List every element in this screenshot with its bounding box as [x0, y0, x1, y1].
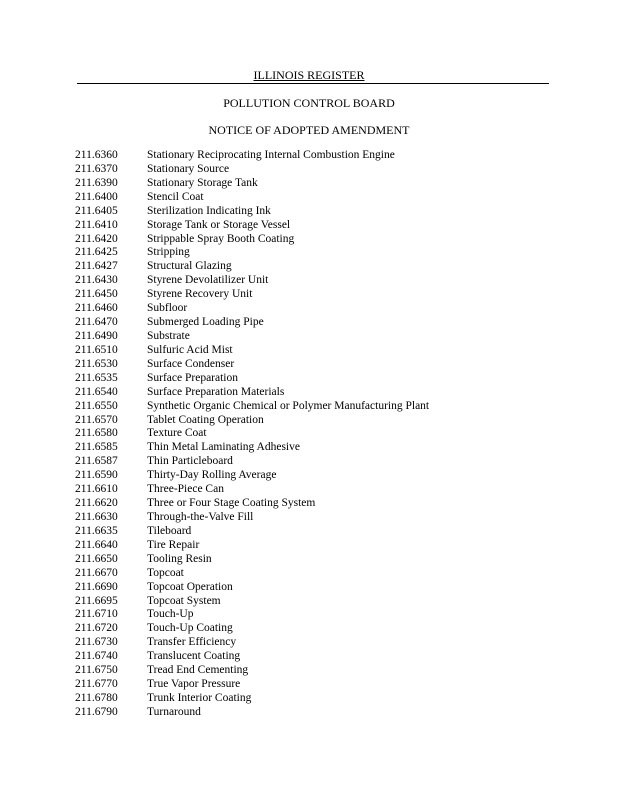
section-row: [75, 191, 575, 205]
section-row: [75, 302, 575, 316]
section-title: Thin Metal Laminating Adhesive: [147, 441, 300, 454]
section-title: Styrene Recovery Unit: [147, 288, 253, 301]
section-title: Stationary Storage Tank: [147, 176, 258, 189]
section-number: 211.6580: [75, 427, 118, 440]
section-title: Thirty-Day Rolling Average: [147, 469, 277, 482]
section-title: Three or Four Stage Coating System: [147, 497, 316, 510]
section-row: [75, 664, 575, 678]
section-title: Tread End Cementing: [147, 664, 249, 677]
section-title: Topcoat: [147, 566, 184, 579]
section-title: Synthetic Organic Chemical or Polymer Manufacturing Plant: [147, 399, 430, 412]
section-title: Tire Repair: [147, 538, 200, 551]
section-title: Surface Preparation: [147, 371, 239, 384]
section-row: [75, 427, 575, 441]
section-row: [75, 706, 575, 720]
section-title: Surface Preparation Materials: [147, 385, 285, 398]
section-title: Tooling Resin: [147, 552, 212, 565]
section-row: [75, 163, 575, 177]
section-title: Translucent Coating: [147, 650, 241, 663]
section-title: Storage Tank or Storage Vessel: [147, 218, 291, 231]
section-row: [75, 260, 575, 274]
section-number: 211.6540: [75, 385, 118, 398]
section-row: [75, 316, 575, 330]
section-title: Strippable Spray Booth Coating: [147, 232, 295, 245]
section-row: [75, 469, 575, 483]
section-number: 211.6620: [75, 497, 118, 510]
section-number: 211.6780: [75, 691, 118, 704]
section-row: [75, 246, 575, 260]
section-number: 211.6585: [75, 441, 118, 454]
section-row: [75, 274, 575, 288]
section-title: Topcoat Operation: [147, 580, 233, 593]
section-row: [75, 581, 575, 595]
section-title: Touch-Up Coating: [147, 622, 233, 635]
section-title: True Vapor Pressure: [147, 678, 241, 691]
section-number: 211.6370: [75, 162, 118, 175]
section-row: [75, 595, 575, 609]
section-number: 211.6695: [75, 594, 118, 607]
section-number: 211.6670: [75, 566, 118, 579]
section-title: Topcoat System: [147, 594, 221, 607]
section-row: [75, 358, 575, 372]
section-number: 211.6427: [75, 260, 118, 273]
section-number: 211.6740: [75, 650, 118, 663]
section-row: [75, 608, 575, 622]
section-row: [75, 511, 575, 525]
section-title: Sterilization Indicating Ink: [147, 204, 271, 217]
section-title: Three-Piece Can: [147, 483, 224, 496]
section-title: Tablet Coating Operation: [147, 413, 264, 426]
section-number: 211.6400: [75, 190, 118, 203]
section-number: 211.6650: [75, 552, 118, 565]
register-title: [0, 68, 618, 82]
board-title: POLLUTION CONTROL BOARD: [223, 96, 395, 110]
section-row: [75, 622, 575, 636]
section-title: Touch-Up: [147, 608, 194, 621]
section-row: [75, 414, 575, 428]
section-title: Through-the-Valve Fill: [147, 510, 254, 523]
section-row: [75, 149, 575, 163]
section-number: 211.6587: [75, 455, 118, 468]
section-number: 211.6610: [75, 483, 118, 496]
section-row: [75, 636, 575, 650]
section-row: [75, 678, 575, 692]
section-row: [75, 233, 575, 247]
section-number: 211.6530: [75, 357, 118, 370]
section-number: 211.6550: [75, 399, 118, 412]
section-title: Turnaround: [147, 705, 201, 718]
section-title: Surface Condenser: [147, 357, 235, 370]
section-number: 211.6730: [75, 636, 118, 649]
section-title: Structural Glazing: [147, 260, 232, 273]
section-row: [75, 288, 575, 302]
section-number: 211.6510: [75, 343, 118, 356]
section-number: 211.6630: [75, 510, 118, 523]
section-row: [75, 455, 575, 469]
section-number: 211.6460: [75, 302, 118, 315]
section-title: Stripping: [147, 246, 190, 259]
section-number: 211.6690: [75, 580, 118, 593]
section-number: 211.6490: [75, 329, 118, 342]
section-row: [75, 330, 575, 344]
section-number: 211.6410: [75, 218, 118, 231]
section-number: 211.6405: [75, 204, 118, 217]
section-title: Stationary Reciprocating Internal Combustion Engine: [147, 149, 395, 161]
section-row: [75, 567, 575, 581]
section-number: 211.6710: [75, 608, 118, 621]
section-row: [75, 692, 575, 706]
section-number: 211.6720: [75, 622, 118, 635]
section-number: 211.6470: [75, 316, 118, 329]
section-row: [75, 497, 575, 511]
section-title: Tileboard: [147, 524, 192, 537]
section-row: [75, 219, 575, 233]
section-number: 211.6790: [75, 705, 118, 718]
section-title: Subfloor: [147, 302, 188, 315]
section-number: 211.6360: [75, 149, 118, 161]
section-title: Styrene Devolatilizer Unit: [147, 274, 269, 287]
section-title: Texture Coat: [147, 427, 207, 440]
section-number: 211.6590: [75, 469, 118, 482]
section-number: 211.6640: [75, 538, 118, 551]
section-title: Transfer Efficiency: [147, 636, 237, 649]
section-row: [75, 372, 575, 386]
section-number: 211.6750: [75, 664, 118, 677]
section-title: Substrate: [147, 329, 190, 342]
header-rule: [77, 83, 549, 84]
section-title: Submerged Loading Pipe: [147, 316, 264, 329]
section-row: [75, 400, 575, 414]
section-row: [75, 553, 575, 567]
section-row: [75, 205, 575, 219]
section-title: Stencil Coat: [147, 190, 204, 203]
section-number: 211.6770: [75, 678, 118, 691]
section-title: Thin Particleboard: [147, 455, 233, 468]
section-row: [75, 386, 575, 400]
section-row: [75, 650, 575, 664]
section-number: 211.6570: [75, 413, 118, 426]
section-number: 211.6635: [75, 524, 118, 537]
section-title: Sulfuric Acid Mist: [147, 343, 233, 356]
section-row: [75, 483, 575, 497]
section-list: [75, 149, 575, 720]
section-row: [75, 539, 575, 553]
section-number: 211.6420: [75, 232, 118, 245]
section-number: 211.6390: [75, 176, 118, 189]
section-row: [75, 344, 575, 358]
section-number: 211.6430: [75, 274, 118, 287]
register-title-text: ILLINOIS REGISTER: [253, 68, 365, 82]
section-row: [75, 441, 575, 455]
section-number: 211.6535: [75, 371, 118, 384]
section-row: [75, 525, 575, 539]
section-row: [75, 177, 575, 191]
section-title: Trunk Interior Coating: [147, 691, 252, 704]
section-number: 211.6450: [75, 288, 118, 301]
section-number: 211.6425: [75, 246, 118, 259]
notice-title: NOTICE OF ADOPTED AMENDMENT: [208, 123, 410, 137]
section-title: Stationary Source: [147, 162, 230, 175]
